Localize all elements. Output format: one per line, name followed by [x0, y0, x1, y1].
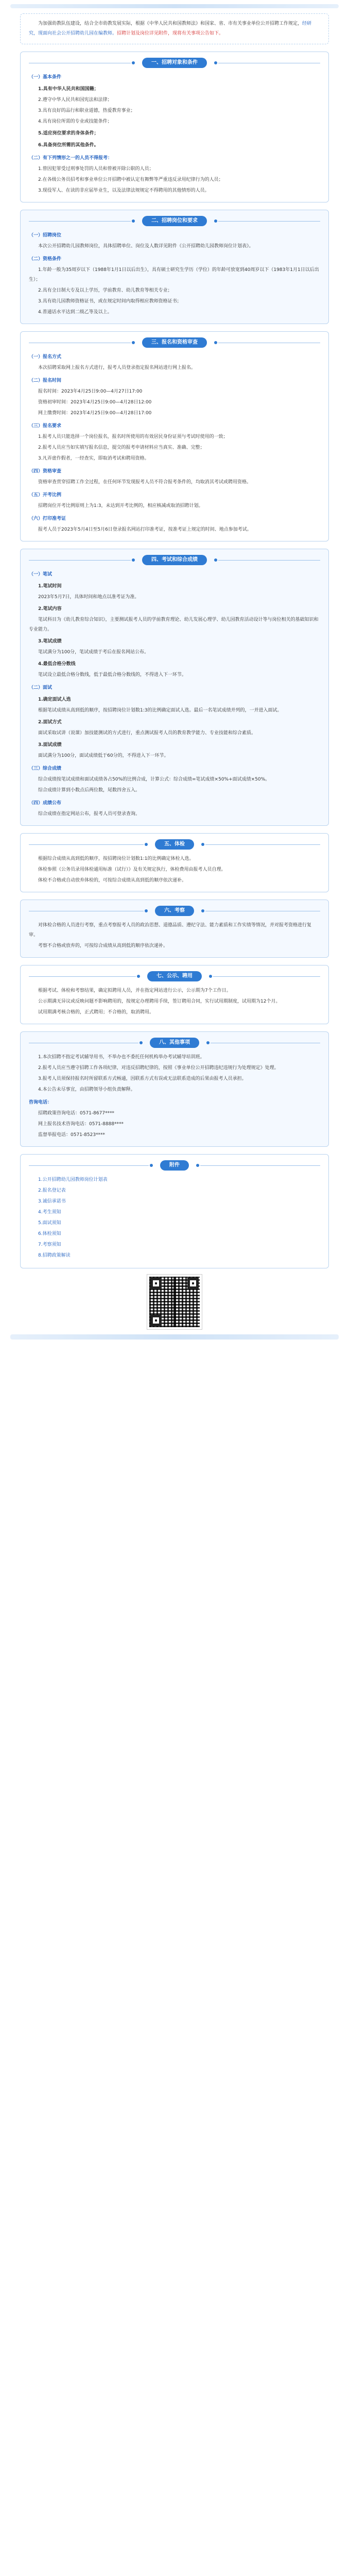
section-title: 附件: [160, 1160, 189, 1171]
section-paragraph: 根据综合成绩从高到低的顺序，按招聘岗位计划数1:1的比例确定体检人选。: [38, 856, 194, 861]
section-block: [20, 900, 329, 958]
contact-line: 监督举报电话：0571-8523****: [38, 1132, 106, 1138]
section-paragraph: 试用期满考核合格的，正式聘用；不合格的，取消聘用。: [38, 1010, 154, 1015]
header-rule: [29, 1165, 149, 1166]
section-title: 五、体检: [155, 839, 194, 850]
section-paragraph: 网上缴费时间：2023年4月25日9:00—4月28日17:00: [38, 411, 152, 416]
contact-line: 招聘政策咨询电话：0571-8677****: [38, 1111, 115, 1116]
section-title: 七、公示、聘用: [147, 971, 202, 981]
attachment-link[interactable]: 8.招聘政策解读: [38, 1253, 71, 1258]
section-paragraph: 综合成绩按笔试成绩和面试成绩各占50%的比例合成，计算公式：综合成绩=笔试成绩×50%+面试成绩×50%。: [38, 777, 270, 782]
subsection-heading: （二）面试: [29, 685, 53, 690]
attachment-link[interactable]: 6.体检须知: [38, 1231, 61, 1236]
subsection-heading: （二）报名时间: [29, 378, 62, 383]
header-dot: [206, 1041, 210, 1044]
header-dot: [132, 219, 135, 223]
section-paragraph: 综合成绩在指定网站公布，报考人员可登录查询。: [38, 811, 141, 817]
section-paragraph: 2.遵守中华人民共和国宪法和法律；: [38, 97, 112, 103]
header-dot: [139, 1041, 143, 1044]
qr-code-image: [147, 1275, 202, 1329]
section-paragraph: 3.报考人员须保持报名时所留联系方式畅通，因联系方式有误或无法联系造成的后果由报考人员承担。: [38, 1076, 247, 1081]
section-paragraph: 3.凡弄虚作假者，一经查实，即取消考试和聘用资格。: [38, 456, 149, 461]
header-rule: [29, 560, 131, 561]
header-dot: [214, 61, 217, 64]
section-paragraph: 2023年5月7日，具体时间和地点以准考证为准。: [38, 595, 139, 600]
section-paragraph: 2.在各级公务员招考和事业单位公开招聘中被认定有舞弊等严重违反录用纪律行为的人员；: [38, 177, 223, 182]
section-paragraph: 笔试满分为100分，笔试成绩于考后在报名网站公布。: [38, 650, 149, 655]
section-paragraph: 综合成绩计算到小数点后两位数，尾数四舍五入。: [38, 788, 141, 793]
section-paragraph: 1.本次招聘不指定考试辅导用书，不举办也不委托任何机构举办考试辅导培训班。: [38, 1055, 205, 1060]
subsection-heading: （四）资格审查: [29, 469, 62, 474]
section-paragraph: 2.具有全日制大专及以上学历，学前教育、幼儿教育等相关专业；: [38, 288, 172, 293]
attachment-link[interactable]: 4.考生须知: [38, 1210, 61, 1215]
section-paragraph: 公示期满无异议或反映问题不影响聘用的，按规定办理聘用手续，签订聘用合同，实行试用期制度，试用期为12个月。: [38, 999, 281, 1004]
section-paragraph: 2.笔试内容: [38, 606, 62, 612]
top-decoration: [10, 4, 339, 8]
contacts-label: 咨询电话：: [29, 1100, 53, 1105]
section-paragraph: 4.普通话水平达到二级乙等及以上。: [38, 310, 112, 315]
section-title: 二、招聘岗位和要求: [142, 216, 207, 226]
attachment-link[interactable]: 7.考察须知: [38, 1242, 61, 1247]
header-rule: [218, 560, 320, 561]
header-rule: [29, 221, 131, 222]
qr-eye: [150, 1315, 162, 1326]
section-block: [20, 1031, 329, 1147]
subsection-heading: （一）报名方式: [29, 354, 62, 360]
section-paragraph: 招聘岗位开考比例原则上为1:3，未达到开考比例的，相应核减或取消招聘计划。: [38, 503, 203, 509]
header-dot: [209, 975, 212, 978]
header-rule: [218, 221, 320, 222]
header-dot: [145, 843, 148, 846]
header-dot: [145, 909, 148, 912]
header-dot: [201, 843, 204, 846]
section-header: [29, 215, 320, 227]
section-paragraph: 笔试设立最低合格分数线，低于最低合格分数线的，不得进入下一环节。: [38, 672, 187, 677]
section-block: [20, 965, 329, 1024]
section-paragraph: 资格初审时间：2023年4月25日9:00—4月28日12:00: [38, 400, 152, 405]
section-paragraph: 资格审查贯穿招聘工作全过程，在任何环节发现报考人员不符合报考条件的，均取消其考试或聘用资格。: [38, 480, 252, 485]
section-block: [20, 331, 329, 541]
section-paragraph: 4.最低合格分数线: [38, 662, 76, 667]
subsection-heading: （三）报名要求: [29, 423, 62, 429]
subsection-heading: （一）招聘岗位: [29, 233, 62, 238]
header-rule: [205, 844, 320, 845]
subsection-heading: （一）基本条件: [29, 75, 62, 80]
section-paragraph: 面试满分为100分，面试成绩低于60分的，不得进入下一环节。: [38, 753, 169, 758]
subsection-heading: （一）笔试: [29, 572, 53, 577]
sections: [20, 52, 329, 1268]
qr-eye: [150, 1278, 162, 1289]
section-block: [20, 210, 329, 324]
attachment-link[interactable]: 3.诚信承诺书: [38, 1199, 66, 1204]
qr-wrap: [20, 1275, 329, 1329]
section-paragraph: 面试采取试讲（说课）加技能测试的方式进行，重点测试报考人员的教育教学能力、专业技能和综合素质。: [38, 731, 256, 736]
attachment-link[interactable]: 2.报名登记表: [38, 1188, 66, 1193]
section-title: 四、考试和综合成绩: [142, 555, 207, 565]
section-paragraph: 1.年龄一般为35周岁以下（1988年1月1日以后出生），具有硕士研究生学历（学位）的年龄可放宽到40周岁以下（1983年1月1日以后出生）；: [29, 267, 319, 282]
header-dot: [201, 909, 204, 912]
section-paragraph: 3.具有幼儿园教师资格证书，或在规定时间内取得相应教师资格证书；: [38, 299, 182, 304]
section-paragraph: 笔试科目为《幼儿教育综合知识》，主要测试报考人员的学前教育理论、幼儿发展心理学、幼儿园教育活动设计等与岗位相关的基础知识和专业能力。: [29, 617, 319, 632]
section-header: [29, 905, 320, 917]
bottom-decoration: [10, 1334, 339, 1340]
header-dot: [132, 61, 135, 64]
header-rule: [29, 844, 144, 845]
header-rule: [200, 1165, 320, 1166]
section-paragraph: 3.现役军人、在读的非应届毕业生，以及法律法规规定不得聘用的其他情形的人员。: [38, 188, 210, 193]
header-rule: [213, 976, 320, 977]
header-dot: [214, 341, 217, 344]
section-paragraph: 报名时间：2023年4月25日9:00—4月27日17:00: [38, 389, 143, 394]
header-dot: [132, 558, 135, 562]
header-dot: [214, 558, 217, 562]
section-paragraph: 2.报考人员应当遵守招聘工作各项纪律，对违反招聘纪律的，按照《事业单位公开招聘违纪违规行为处理规定》处理。: [38, 1065, 279, 1071]
subsection-heading: （四）成绩公布: [29, 801, 62, 806]
attachment-link[interactable]: 1.公开招聘幼儿园教师岗位计划表: [38, 1177, 108, 1182]
subsection-heading: （五）开考比例: [29, 493, 62, 498]
section-paragraph: 2.面试方式: [38, 720, 62, 725]
section-paragraph: 报考人员于2023年5月4日至5月6日登录报名网站打印准考证，按准考证上规定的时间、地点参加考试。: [38, 527, 252, 532]
section-header: [29, 554, 320, 566]
section-block: [20, 549, 329, 826]
header-dot: [137, 975, 140, 978]
section-paragraph: 1.笔试时间: [38, 584, 62, 589]
header-dot: [132, 341, 135, 344]
section-title: 一、招聘对象和条件: [142, 58, 207, 68]
section-header: [29, 1037, 320, 1048]
section-paragraph: 1.曾因犯罪受过刑事处罚的人员和曾被开除公职的人员；: [38, 166, 154, 172]
section-paragraph: 5.适应岗位要求的身体条件；: [38, 131, 99, 136]
section-paragraph: 2.报考人员应当如实填写报名信息，提交的报考申请材料应当真实、准确、完整；: [38, 445, 205, 450]
attachment-link[interactable]: 5.面试须知: [38, 1221, 61, 1226]
subsection-heading: （二）资格条件: [29, 257, 62, 262]
section-paragraph: 6.具备岗位所需的其他条件。: [38, 143, 99, 148]
intro-text-a: 为加强幼教队伍建设，结合全市幼教发展实际，根据《中华人民共和国教师法》和国家、省、市有关事业单位公开招聘工作规定，: [38, 21, 303, 26]
section-paragraph: 1.确定面试人选: [38, 697, 71, 702]
section-title: 六、考察: [155, 906, 194, 916]
section-paragraph: 3.具有良好的品行和职业道德，热爱教育事业；: [38, 108, 135, 113]
section-paragraph: 3.面试成绩: [38, 742, 62, 748]
section-paragraph: 1.报考人员只能选择一个岗位报名，报名时所使用的有效居民身份证须与考试时使用的一致；: [38, 434, 228, 439]
content: [20, 13, 329, 1329]
section-header: [29, 1160, 320, 1171]
page: [0, 4, 349, 1340]
section-paragraph: 1.具有中华人民共和国国籍；: [38, 87, 99, 92]
section-paragraph: 对体检合格的人员进行考察，重点考察报考人员的政治思想、道德品质、遵纪守法、能力素质和工作实绩等情况，并对报考资格进行复审。: [29, 923, 312, 938]
section-header: [29, 57, 320, 69]
section-paragraph: 根据笔试成绩从高到低的顺序，按招聘岗位计划数1:3的比例确定面试人选。最后一名笔试成绩并列的，一并进入面试。: [38, 708, 282, 713]
section-paragraph: 4.本公告未尽事宜，由招聘领导小组负责解释。: [38, 1087, 135, 1092]
header-rule: [29, 976, 136, 977]
intro-text-b: 经研究，现面向社会公开招聘幼儿园在编教师。: [29, 21, 312, 36]
section-paragraph: 体检不合格或自动放弃体检的，可按综合成绩从高到低的顺序依次递补。: [38, 878, 187, 883]
section-header: [29, 839, 320, 850]
section-paragraph: 体检参照《公务员录用体检通用标准（试行）》及有关规定执行，体检费用由报考人员自理。: [38, 867, 226, 872]
section-paragraph: 本次招聘采取网上报名方式进行，报考人员登录指定报名网站进行网上报名。: [38, 365, 196, 370]
section-paragraph: 3.笔试成绩: [38, 639, 62, 644]
subsection-heading: （六）打印准考证: [29, 516, 66, 521]
section-title: 八、其他事项: [150, 1038, 199, 1048]
contact-line: 网上报名技术咨询电话：0571-8888****: [38, 1122, 124, 1127]
header-dot: [196, 1164, 199, 1167]
qr-eye: [187, 1278, 199, 1289]
intro-text-c: 招聘计划及岗位详见附件，现将有关事项公告如下。: [117, 31, 224, 36]
attachment-list: [29, 1175, 320, 1261]
section-paragraph: 考察不合格或放弃的，可按综合成绩从高到低的顺序依次递补。: [38, 943, 168, 948]
section-header: [29, 337, 320, 348]
section-block: [20, 1154, 329, 1268]
section-paragraph: 4.具有岗位所需的专业或技能条件；: [38, 119, 112, 124]
intro-block: [20, 13, 329, 44]
section-paragraph: 本次公开招聘幼儿园教师岗位，具体招聘单位、岗位及人数详见附件《公开招聘幼儿园教师岗位计划表》。: [38, 244, 254, 249]
section-block: [20, 833, 329, 892]
subsection-heading: （三）综合成绩: [29, 766, 62, 771]
intro-paragraph: [29, 19, 320, 39]
section-block: [20, 52, 329, 202]
header-dot: [150, 1164, 153, 1167]
section-paragraph: 根据考试、体检和考察结果，确定拟聘用人员，并在指定网站进行公示，公示期为7个工作日。: [38, 988, 231, 993]
subsection-heading: （二）有下列情形之一的人员不得报考：: [29, 156, 113, 161]
section-title: 三、报名和资格审查: [142, 337, 207, 348]
header-dot: [214, 219, 217, 223]
section-header: [29, 971, 320, 982]
